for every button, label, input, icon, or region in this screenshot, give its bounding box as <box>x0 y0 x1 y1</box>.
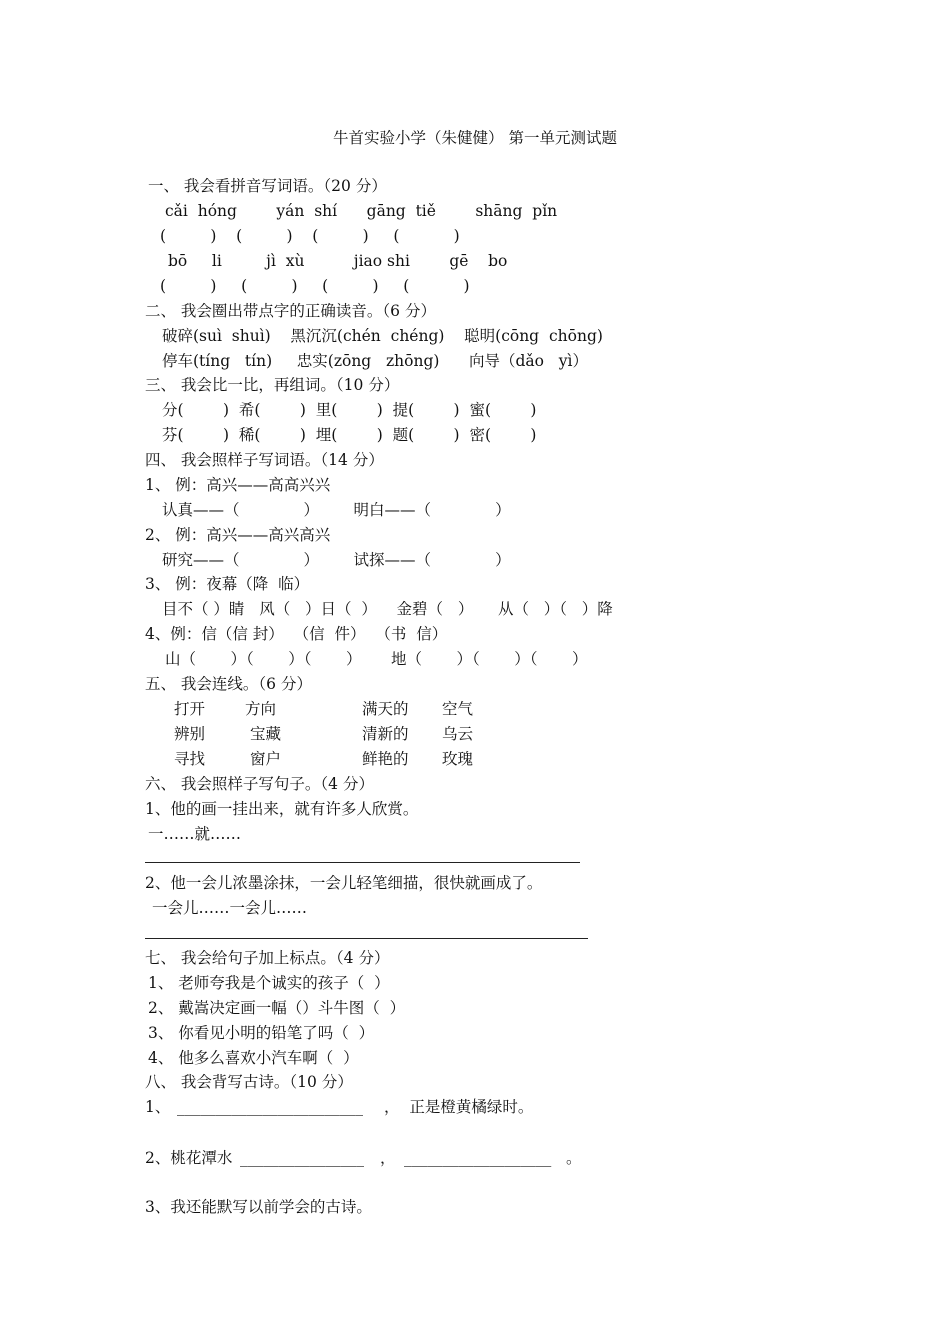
match-right-1: 满天的 <box>362 700 409 718</box>
match-left-3: 寻找 <box>174 750 206 768</box>
poem-3: 3、我还能默写以前学会的古诗。 <box>145 1198 372 1216</box>
compare-row-1: 分( ) 希( ) 里( ) 提( ) 蜜( ) <box>162 401 537 419</box>
match-right2-2: 乌云 <box>442 725 474 743</box>
punctuation-item-1: 1、 老师夸我是个诚实的孩子（ ） <box>148 974 390 992</box>
match-right2-3: 玫瑰 <box>442 750 474 768</box>
pinyin-row-1: cǎi hóng yán shí gāng tiě shāng pǐn <box>165 202 558 220</box>
match-left2-2: 宝藏 <box>250 725 282 743</box>
compare-row-2: 芬( ) 稀( ) 埋( ) 题( ) 密( ) <box>162 426 537 444</box>
poem-2-start: 2、桃花潭水 <box>145 1149 233 1167</box>
poem-2-blank-2: ___________________ <box>404 1149 552 1167</box>
section-7-heading: 七、 我会给句子加上标点。（4 分） <box>145 949 390 967</box>
example-1: 1、 例：高兴——高高兴兴 <box>145 476 331 494</box>
poem-2-blank-1: ________________ <box>240 1149 364 1167</box>
punctuation-item-2: 2、 戴嵩决定画一幅（）斗牛图（ ） <box>148 999 406 1017</box>
sentence-1: 1、他的画一挂出来，就有许多人欣赏。 <box>145 800 419 818</box>
page-title: 牛首实验小学（朱健健） 第一单元测试题 <box>333 129 617 147</box>
punctuation-item-3: 3、 你看见小明的铅笔了吗（ ） <box>148 1024 375 1042</box>
answer-line-1 <box>145 862 580 863</box>
section-4-heading: 四、 我会照样子写词语。（14 分） <box>145 451 384 469</box>
example-4-answer: 山（ ）（ ）（ ） 地（ ）（ ）（ ） <box>165 650 588 668</box>
poem-2-comma: ， <box>380 1149 396 1167</box>
match-left-2: 辨别 <box>174 725 206 743</box>
example-2: 2、 例：高兴——高兴高兴 <box>145 526 331 544</box>
example-4: 4、例：信（信 封） （信 件） （书 信） <box>145 625 448 643</box>
answer-blanks-row-2: ( ) ( ) ( ) ( ) <box>160 277 470 295</box>
sentence-1-pattern: 一……就…… <box>148 825 242 843</box>
match-left-1: 打开 <box>174 700 206 718</box>
section-2-heading: 二、 我会圈出带点字的正确读音。（6 分） <box>145 302 436 320</box>
pronunciation-row-1: 破碎(suì shuì) 黑沉沉(chén chéng) 聪明(cōng chōng) <box>162 327 603 345</box>
section-3-heading: 三、 我会比一比，再组词。（10 分） <box>145 376 400 394</box>
section-1-heading: 一、 我会看拼音写词语。（20 分） <box>148 177 387 195</box>
poem-1-text: ， 正是橙黄橘绿时。 <box>384 1098 534 1116</box>
match-right2-1: 空气 <box>442 700 474 718</box>
poem-1-blank: ________________________ <box>177 1098 363 1116</box>
match-right-3: 鲜艳的 <box>362 750 409 768</box>
example-3: 3、 例：夜幕（降 临） <box>145 575 310 593</box>
example-1-answer: 认真——（ ） 明白——（ ） <box>162 501 511 519</box>
poem-2-end: 。 <box>566 1149 582 1167</box>
example-3-answer: 目不（ ）睛 风（ ）日（ ） 金碧（ ） 从（ ）（ ）降 <box>162 600 613 618</box>
pronunciation-row-2: 停车(tíng tín) 忠实(zōng zhōng) 向导（dǎo yì） <box>162 352 588 370</box>
pinyin-row-2: bō li jì xù jiao shi gē bo <box>168 252 508 270</box>
answer-line-2 <box>145 938 588 939</box>
answer-blanks-row-1: ( ) ( ) ( ) ( ) <box>160 227 460 245</box>
punctuation-item-4: 4、 他多么喜欢小汽车啊（ ） <box>148 1049 359 1067</box>
match-left2-3: 窗户 <box>250 750 282 768</box>
sentence-2: 2、他一会儿浓墨涂抹，一会儿轻笔细描，很快就画成了。 <box>145 874 543 892</box>
poem-1-number: 1、 <box>145 1098 171 1116</box>
section-8-heading: 八、 我会背写古诗。（10 分） <box>145 1073 353 1091</box>
sentence-2-pattern: 一会儿……一会儿…… <box>152 899 308 917</box>
section-5-heading: 五、 我会连线。（6 分） <box>145 675 312 693</box>
example-2-answer: 研究——（ ） 试探——（ ） <box>162 551 511 569</box>
section-6-heading: 六、 我会照样子写句子。（4 分） <box>145 775 374 793</box>
match-right-2: 清新的 <box>362 725 409 743</box>
match-left2-1: 方向 <box>245 700 277 718</box>
